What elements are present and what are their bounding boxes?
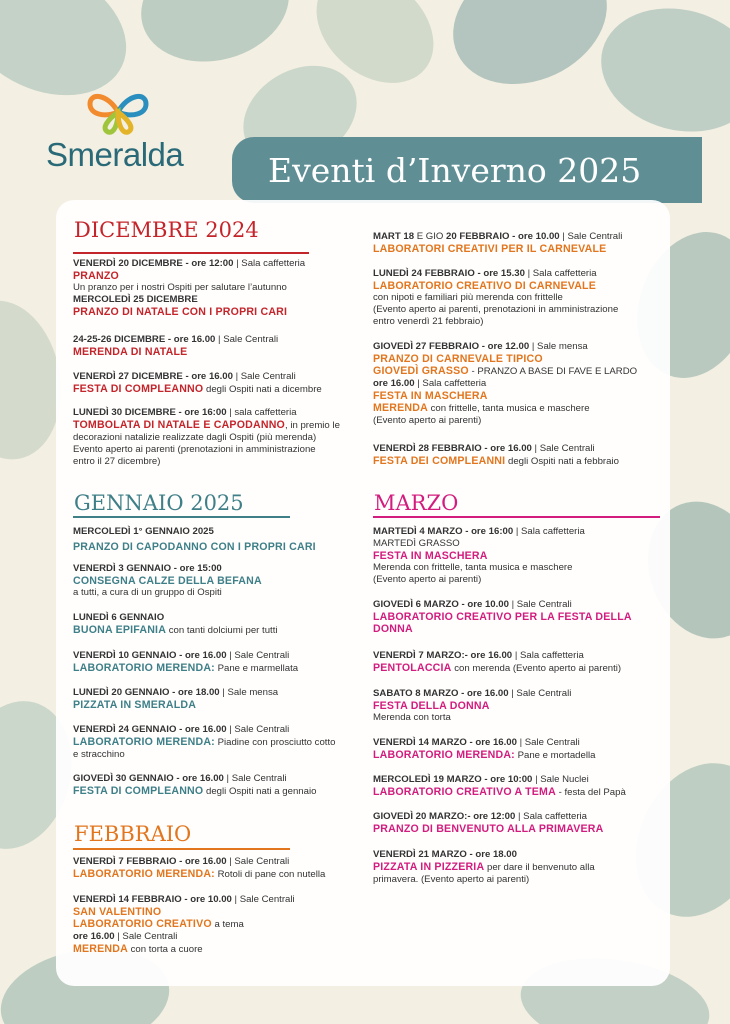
- event-date: VENERDÌ 20 DICEMBRE - ore 12:00: [73, 258, 234, 269]
- event-title: PIZZATA IN SMERALDA: [73, 699, 197, 711]
- event-place: | Sale Centrali: [226, 650, 290, 661]
- event-title: PRANZO DI NATALE CON I PROPRI CARI: [73, 306, 288, 318]
- event-place: | Sala caffetteria: [512, 650, 584, 661]
- event-desc: e stracchino: [73, 749, 125, 760]
- event-desc: - festa del Papà: [555, 787, 626, 798]
- event-desc: degli Ospiti nati a dicembre: [203, 384, 322, 395]
- event-desc: per dare il benvenuto alla: [484, 862, 595, 873]
- event-title: LABORATORIO MERENDA:: [73, 662, 215, 674]
- event-desc: Pane e mortadella: [514, 750, 596, 761]
- event-desc: Merenda con frittelle, tanta musica e maschere: [373, 562, 573, 573]
- event-place: | Sale Centrali: [559, 231, 623, 242]
- event-place: | Sale Centrali: [508, 688, 572, 699]
- marzo-underline: [373, 516, 660, 518]
- event-date: GIOVEDÌ 30 GENNAIO - ore 16.00: [73, 773, 224, 784]
- febbraio-event-27: [373, 341, 668, 427]
- event-date: VENERDÌ 27 DICEMBRE - ore 16.00: [73, 371, 233, 382]
- gennaio-event-10: [73, 650, 363, 675]
- event-desc: con frittelle, tanta musica e maschere: [427, 403, 590, 414]
- event-date: VENERDÌ 7 FEBBRAIO - ore 16.00: [73, 856, 227, 867]
- event-place: | Sale Centrali: [226, 856, 290, 867]
- event-title: DONNA: [373, 623, 413, 635]
- dicembre-event-20: [73, 258, 363, 318]
- marzo-event-21: [373, 849, 668, 886]
- febbraio-heading: FEBBRAIO: [74, 822, 192, 846]
- title-banner: [232, 137, 702, 203]
- event-title: LABORATORIO CREATIVO A TEMA: [373, 786, 556, 798]
- event-desc: primavera. (Evento aperto ai parenti): [373, 874, 530, 885]
- event-desc: con tanti dolciumi per tutti: [166, 625, 278, 636]
- event-title: LABORATORIO MERENDA:: [373, 749, 515, 761]
- marzo-event-20: [373, 811, 668, 835]
- page-title: Eventi d’Inverno 2025: [268, 151, 642, 190]
- event-desc: entro il 27 dicembre): [73, 456, 161, 467]
- event-title: PIZZATA IN PIZZERIA: [373, 861, 485, 873]
- event-title: PRANZO DI CAPODANNO CON I PROPRI CARI: [73, 541, 316, 553]
- event-place: | Sale Centrali: [531, 443, 595, 454]
- event-desc: , in premio le: [284, 420, 340, 431]
- gennaio-event-30: [73, 773, 363, 798]
- event-title: FESTA IN MASCHERA: [373, 550, 488, 562]
- event-date: VENERDÌ 7 MARZO:- ore 16.00: [373, 650, 513, 661]
- event-date: ore 16.00: [73, 931, 115, 942]
- event-place: | Sale Centrali: [232, 371, 296, 382]
- event-title: PRANZO DI BENVENUTO ALLA PRIMAVERA: [373, 823, 604, 835]
- dicembre-event-30: [73, 407, 363, 468]
- event-title: PRANZO: [73, 270, 119, 282]
- event-desc: Pane e marmellata: [214, 663, 299, 674]
- gennaio-heading: GENNAIO 2025: [74, 491, 244, 515]
- dicembre-event-27: [73, 371, 363, 396]
- gennaio-event-3: [73, 563, 363, 599]
- event-date: MART 18: [373, 231, 415, 242]
- event-date: VENERDÌ 28 FEBBRAIO - ore 16.00: [373, 443, 532, 454]
- event-title: TOMBOLATA DI NATALE E CAPODANNO: [73, 419, 285, 431]
- event-title: MERENDA DI NATALE: [73, 346, 188, 358]
- marzo-event-6: [373, 599, 668, 635]
- event-place: | Sala caffetteria: [233, 258, 306, 269]
- marzo-event-19: [373, 774, 668, 799]
- event-place: | Sala caffetteria: [513, 526, 585, 537]
- gennaio-underline: [73, 516, 290, 518]
- event-date: LUNEDÌ 24 FEBBRAIO - ore 15.30: [373, 268, 525, 279]
- event-title: GIOVEDÌ GRASSO: [373, 365, 469, 377]
- dicembre-underline: [73, 252, 309, 254]
- event-title: LABORATORIO MERENDA:: [73, 868, 215, 880]
- event-title: CONSEGNA CALZE DELLA BEFANA: [73, 575, 262, 587]
- event-title: LABORATORIO CREATIVO PER LA FESTA DELLA: [373, 611, 632, 623]
- event-date: SABATO 8 MARZO - ore 16.00: [373, 688, 509, 699]
- event-date: ore 16.00: [373, 378, 415, 389]
- event-date: VENERDÌ 21 MARZO - ore 18.00: [373, 849, 517, 860]
- butterfly-logo-icon: [86, 88, 150, 136]
- febbraio-event-24: [373, 268, 668, 328]
- event-title: FESTA DELLA DONNA: [373, 700, 490, 712]
- event-date: 20 FEBBRAIO - ore 10.00: [446, 231, 560, 242]
- event-desc: Evento aperto ai parenti (prenotazioni in amministrazione: [73, 444, 316, 455]
- event-date: MARTEDÌ 4 MARZO - ore 16:00: [373, 526, 514, 537]
- event-desc: degli Ospiti nati a febbraio: [505, 456, 619, 467]
- event-title: MERENDA: [73, 943, 128, 955]
- event-title: LABORATORIO MERENDA:: [73, 736, 215, 748]
- event-desc: (Evento aperto ai parenti): [373, 574, 482, 585]
- event-title: FESTA IN MASCHERA: [373, 390, 488, 402]
- event-desc: Un pranzo per i nostri Ospiti per salutare l’autunno: [73, 282, 287, 293]
- febbraio-event-18-20: [373, 231, 668, 255]
- event-desc: degli Ospiti nati a gennaio: [203, 786, 317, 797]
- event-date: 24-25-26 DICEMBRE - ore 16.00: [73, 334, 216, 345]
- event-date: MERCOLEDÌ 1° GENNAIO 2025: [73, 526, 214, 537]
- event-date: MERCOLEDÌ 25 DICEMBRE: [73, 294, 198, 305]
- brand-logo: [46, 88, 196, 178]
- febbraio-event-7: [73, 856, 363, 881]
- gennaio-event-20: [73, 687, 363, 711]
- event-place: | Sale mensa: [529, 341, 588, 352]
- event-desc: a tema: [211, 919, 244, 930]
- event-desc: a tutti, a cura di un gruppo di Ospiti: [73, 587, 222, 598]
- febbraio-event-14: [73, 894, 363, 956]
- event-desc: - PRANZO A BASE DI FAVE E LARDO: [468, 366, 638, 377]
- event-place: | Sala caffetteria: [515, 811, 587, 822]
- event-title: PRANZO DI CARNEVALE TIPICO: [373, 353, 543, 365]
- event-date: VENERDÌ 14 FEBBRAIO - ore 10.00: [73, 894, 232, 905]
- event-date: MARTEDÌ GRASSO: [373, 538, 460, 549]
- event-title: FESTA DI COMPLEANNO: [73, 785, 204, 797]
- marzo-event-7: [373, 650, 668, 675]
- gennaio-event-24: [73, 724, 363, 761]
- event-date: MERCOLEDÌ 19 MARZO - ore 10:00: [373, 774, 533, 785]
- event-title: LABORATORIO CREATIVO DI CARNEVALE: [373, 280, 596, 292]
- event-place: | Sale Centrali: [516, 737, 580, 748]
- gennaio-event-6: [73, 612, 363, 637]
- dicembre-heading: DICEMBRE 2024: [74, 218, 259, 242]
- febbraio-underline: [73, 848, 290, 850]
- gennaio-event-1: [73, 526, 363, 553]
- event-title: LABORATORIO CREATIVO: [73, 918, 212, 930]
- event-place: | Sala caffetteria: [524, 268, 597, 279]
- event-desc: (Evento aperto ai parenti, prenotazioni in amministrazione: [373, 304, 619, 315]
- marzo-event-4: [373, 526, 668, 586]
- marzo-event-8: [373, 688, 668, 724]
- event-title: MERENDA: [373, 402, 428, 414]
- event-title: FESTA DEI COMPLEANNI: [373, 455, 506, 467]
- event-desc: Rotoli di pane con nutella: [214, 869, 326, 880]
- event-place: | Sale Centrali: [223, 773, 287, 784]
- event-desc: con torta a cuore: [127, 944, 203, 955]
- marzo-heading: MARZO: [374, 491, 459, 515]
- event-date: GIOVEDÌ 20 MARZO:- ore 12:00: [373, 811, 516, 822]
- event-desc: entro venerdì 21 febbraio): [373, 316, 484, 327]
- event-date: E GIO: [414, 231, 447, 242]
- event-desc: Piadine con prosciutto cotto: [214, 737, 336, 748]
- event-title: BUONA EPIFANIA: [73, 624, 167, 636]
- event-date: VENERDÌ 24 GENNAIO - ore 16.00: [73, 724, 227, 735]
- event-desc: con merenda (Evento aperto ai parenti): [451, 663, 622, 674]
- event-title: FESTA DI COMPLEANNO: [73, 383, 204, 395]
- event-place: | Sale Centrali: [215, 334, 279, 345]
- marzo-event-14: [373, 737, 668, 762]
- event-place: | Sale Centrali: [114, 931, 178, 942]
- event-place: | Sale mensa: [219, 687, 279, 698]
- event-desc: Merenda con torta: [373, 712, 451, 723]
- event-date: VENERDÌ 10 GENNAIO - ore 16.00: [73, 650, 227, 661]
- event-title: LABORATORI CREATIVI PER IL CARNEVALE: [373, 243, 607, 255]
- event-desc: (Evento aperto ai parenti): [373, 415, 482, 426]
- event-title: SAN VALENTINO: [73, 906, 162, 918]
- event-place: | Sale Centrali: [508, 599, 572, 610]
- event-place: | Sale Centrali: [231, 894, 295, 905]
- event-date: VENERDÌ 3 GENNAIO - ore 15:00: [73, 563, 222, 574]
- event-place: | Sale Nuclei: [532, 774, 589, 785]
- event-desc: con nipoti e familiari più merenda con frittelle: [373, 292, 563, 303]
- brand-name: Smeralda: [46, 136, 184, 173]
- febbraio-event-28: [373, 443, 668, 468]
- event-date: LUNEDÌ 6 GENNAIO: [73, 612, 165, 623]
- event-place: | Sala caffetteria: [414, 378, 487, 389]
- event-date: LUNEDÌ 30 DICEMBRE - ore 16:00: [73, 407, 227, 418]
- event-date: VENERDÌ 14 MARZO - ore 16.00: [373, 737, 517, 748]
- event-title: PENTOLACCIA: [373, 662, 452, 674]
- dicembre-event-merenda: [73, 334, 363, 358]
- event-place: | sala caffetteria: [226, 407, 297, 418]
- event-date: GIOVEDÌ 6 MARZO - ore 10.00: [373, 599, 509, 610]
- event-desc: decorazioni natalizie realizzate dagli Ospiti (più merenda): [73, 432, 317, 443]
- event-place: | Sale Centrali: [226, 724, 290, 735]
- event-date: GIOVEDÌ 27 FEBBRAIO - ore 12.00: [373, 341, 530, 352]
- event-date: LUNEDÌ 20 GENNAIO - ore 18.00: [73, 687, 220, 698]
